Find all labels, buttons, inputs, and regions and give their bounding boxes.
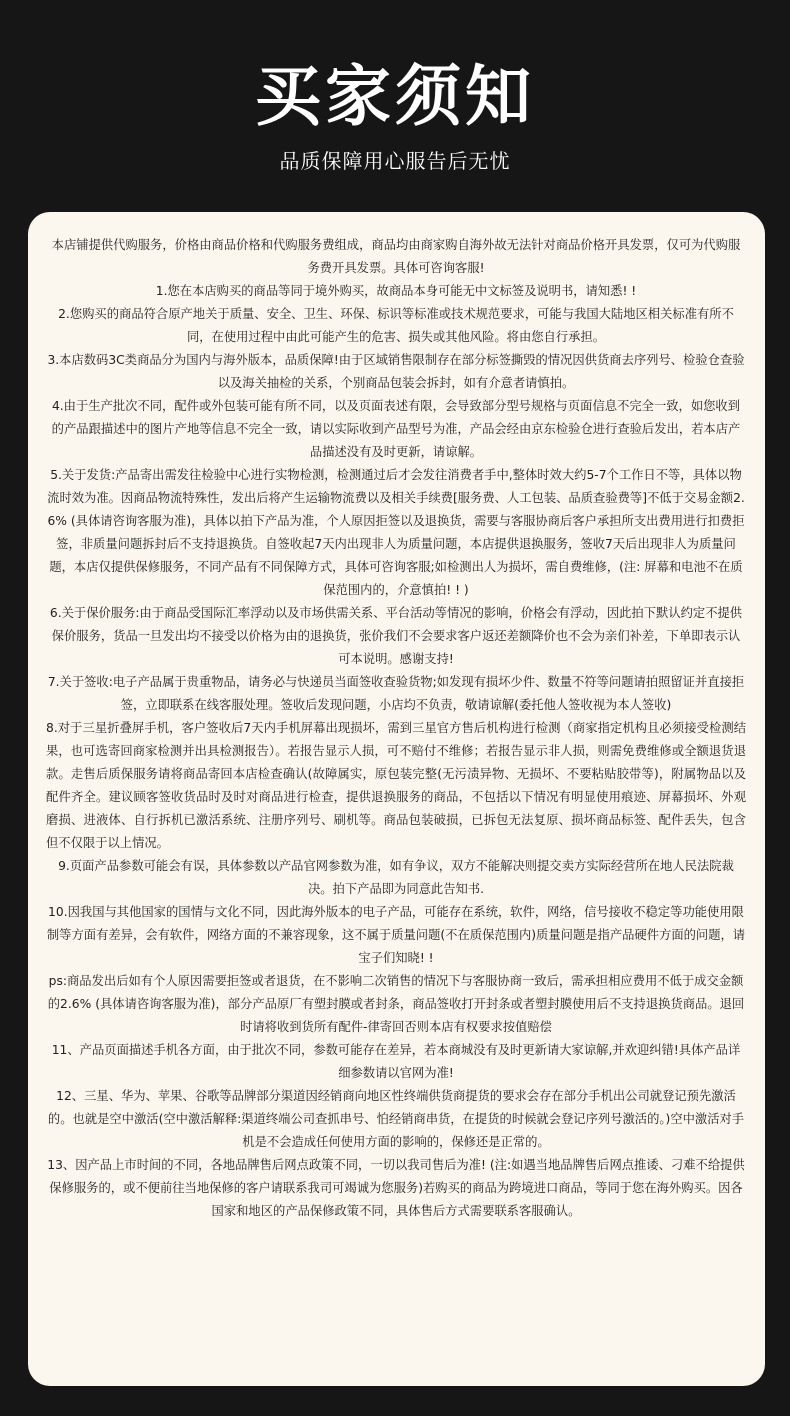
notice-item-5: 5.关于发货:产品寄出需发往检验中心进行实物检测，检测通过后才会发往消费者手中,整体时效大约5-7个工作日不等，具体以物流时效为准。因商品物流特殊性，发出后将产生运输物流费以及相关手续费[服务费、人工包装、品质查验费等]不低于交易金额2.6% (具体请咨询客服为准)，具体以拍下产品为准，个人原因拒签以及退换货，需要与客服协商后客户承担所支出费用进行扣费拒签，非质量问题拆封后不支持退换货。自签收起7天内出现非人为质量问题，本店提供退换服务，签收7天后出现非人为质量问题，本店仅提供保修服务，不同产品有不同保障方式，具体可咨询客服;如检测出人为损坏，需自费维修，(注: 屏幕和电池不在质保范围内的，介意慎拍! ! ): [47, 468, 745, 597]
notice-card: [28, 212, 765, 1386]
notice-item-8: 8.对于三星折叠屏手机，客户签收后7天内手机屏幕出现损坏，需到三星官方售后机构进行检测（商家指定机构且必须接受检测结果，也可选寄回商家检测并出具检测报告）。若报告显示人损，可不赔付不维修；若报告显示非人损，则需免费维修或全额退货退款。走售后质保服务请将商品寄回本店检查确认(故障属实，原包装完整(无污渍异物、无损坏、不要粘贴胶带等)，附属物品以及配件齐全。建议顾客签收货品时及时对商品进行检查，提供退换服务的商品，不包括以下情况有明显使用痕迹、屏幕损坏、外观磨损、进液体、自行拆机已激活系统、注册序列号、刷机等。商品包装破损，已拆包无法复原、损坏商品标签、配件丢失，包含但不仅限于以上情况。: [46, 721, 746, 850]
notice-item-9: 9.页面产品参数可能会有误，具体参数以产品官网参数为准，如有争议，双方不能解决则提交卖方实际经营所在地人民法院裁决。拍下产品即为同意此告知书.: [58, 859, 734, 896]
notice-item-13: 13、因产品上市时间的不同，各地品牌售后网点政策不同，一切以我司售后为准! (注:如遇当地品牌售后网点推诿、刁难不给提供保修服务的，或不便前往当地保修的客户请联系我司可竭诚为您服务)若购买的商品为跨境进口商品，等同于您在海外购买。因各国家和地区的产品保修政策不同，具体售后方式需要联系客服确认。: [47, 1158, 745, 1218]
notice-item-10: 10.因我国与其他国家的国情与文化不同，因此海外版本的电子产品，可能存在系统，软件，网络，信号接收不稳定等功能使用限制等方面有差异，会有软件，网络方面的不兼容现象，这不属于质量问题(不在质保范围内)质量问题是指产品硬件方面的问题，请宝子们知晓! !: [46, 905, 746, 965]
page-title: 买家须知: [255, 58, 535, 135]
notice-item-4: 4.由于生产批次不同，配件或外包装可能有所不同，以及页面表述有限，会导致部分型号规格与页面信息不完全一致，如您收到的产品跟描述中的图片产地等信息不完全一致，请以实际收到产品型号为准，产品会经由京东检验仓进行查验后发出，若本店产品描述没有及时更新，请谅解。: [51, 399, 741, 459]
notice-item-2: 2.您购买的商品符合原产地关于质量、安全、卫生、环保、标识等标准或技术规范要求，可能与我国大陆地区相关标准有所不同，在使用过程中由此可能产生的危害、损失或其他风险。将由您自行承担。: [58, 307, 734, 344]
notice-item-3: 3.本店数码3C类商品分为国内与海外版本，品质保障!由于区域销售限制存在部分标签撕毁的情况因供货商去序列号、检验仓查验以及海关抽检的关系，个别商品包装会拆封，如有介意者请慎拍。: [47, 353, 745, 390]
notice-content: [46, 234, 746, 1223]
header: [0, 0, 790, 212]
notice-intro: 本店铺提供代购服务，价格由商品价格和代购服务费组成，商品均由商家购自海外故无法针对商品价格开具发票，仅可为代购服务费开具发票。具体可咨询客服!: [51, 238, 741, 275]
notice-item-11: 11、产品页面描述手机各方面，由于批次不同，参数可能存在差异，若本商城没有及时更新请大家谅解,并欢迎纠错!具体产品详细参数请以官网为准!: [51, 1043, 741, 1080]
notice-item-12: 12、三星、华为、苹果、谷歌等品牌部分渠道因经销商向地区性终端供货商提货的要求会存在部分手机出公司就登记预先激活的。也就是空中激活(空中激活解释:渠道终端公司查抓串号、怕经销商串货，在提货的时候就会登记序列号激活的。)空中激活对手机是不会造成任何使用方面的影响的，保修还是正常的。: [47, 1089, 745, 1149]
page-subtitle: 品质保障用心服告后无忧: [279, 149, 511, 173]
notice-item-7: 7.关于签收:电子产品属于贵重物品，请务必与快递员当面签收查验货物;如发现有损坏少件、数量不符等问题请拍照留证并直接拒签，立即联系在线客服处理。签收后发现问题，小店均不负责，敬请谅解(委托他人签收视为本人签收): [47, 675, 745, 712]
notice-ps: ps:商品发出后如有个人原因需要拒签或者退货，在不影响二次销售的情况下与客服协商一致后，需承担相应费用不低于成交金额的2.6% (具体请咨询客服为准)，部分产品原厂有塑封膜或者封条，商品签收打开封条或者塑封膜使用后不支持退换货商品。退回时请将收到货所有配件-律寄回否则本店有权要求按值赔偿: [47, 974, 745, 1034]
notice-item-6: 6.关于保价服务:由于商品受国际汇率浮动以及市场供需关系、平台活动等情况的影响，价格会有浮动，因此拍下默认约定不提供保价服务，货品一旦发出均不接受以价格为由的退换货，张价我们不会要求客户返还差额降价也不会为亲们补差，下单即表示认可本说明。感谢支持!: [49, 606, 743, 666]
notice-item-1: 1.您在本店购买的商品等同于境外购买，故商品本身可能无中文标签及说明书，请知悉! !: [155, 284, 637, 298]
